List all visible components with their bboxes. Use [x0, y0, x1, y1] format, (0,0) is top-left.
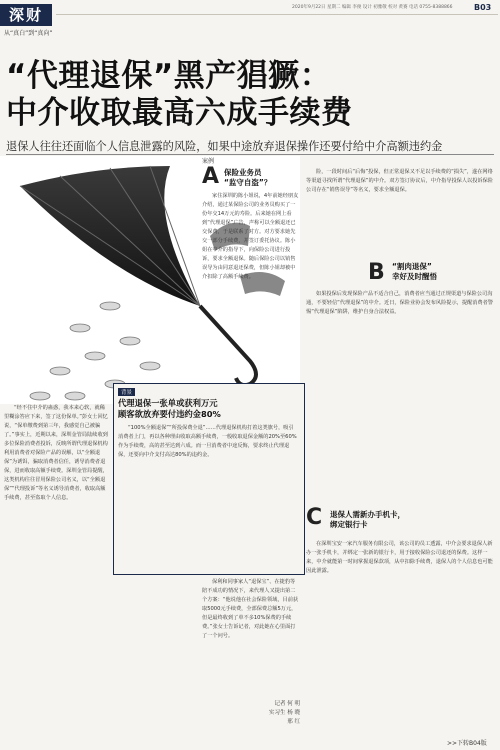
headline-line-1: “代理退保”黑产猖獗： — [6, 58, 332, 94]
deck-rule — [6, 154, 494, 155]
byline: 记者 何 明 实习生 杨 晓 邢 红 — [269, 701, 300, 725]
section-c-letter: C — [306, 505, 323, 530]
section-c-title: 退保人需新办手机卡， 绑定银行卡 — [330, 510, 405, 529]
section-b-body: 如果投保后发现保险产品不适合自己，消费者应当通过正规渠道与保险公司沟通，不要轻信“代理退保”的中介。近日，保险业协会发布风险提示，提醒消费者警惕“代理退保”陷阱，维护自身合法权益。 — [306, 291, 493, 315]
section-a-title: 保险业务员 “监守自盗”？ — [224, 168, 272, 187]
section-b-title: “割肉退保” 幸好及时醒悟 — [392, 262, 437, 281]
continued-note: >>下转B04版 — [447, 740, 487, 747]
box-title: 代理退保一张单或获利万元 顾客欲放弃要付违约金80% — [118, 398, 221, 419]
section-tab: 深财 — [0, 4, 52, 26]
header-rule — [56, 14, 498, 15]
deck: 退保人往往还面临个人信息泄露的风险，如果中途放弃退保操作还要付给中介高额违约金 — [6, 140, 443, 153]
box-body: “100%全额退保”“所投保费全退”……代理退保机构打着这类旗号，吸引消费者上门，再以各种理由收取高额手续费，一般收取退保金额的20%至60%作为手续费，高的甚至达到六成。而一旦消费者中途反悔，要求终止代理退保，还要向中介支付高达80%的违约金。 — [118, 425, 297, 458]
headline-line-2: 中介收取最高六成手续费 — [6, 95, 353, 131]
section-c-body: 在深圳宝安一家汽车服务有限公司，该公司的员工透露，中介会要求退保人新办一张手机卡，并绑定一张新的银行卡，用于接收保险公司退还的保费。这样一来，中介就能第一时间掌握退保款项，从中扣除手续费，退保人的个人信息也可能因此泄露。 — [306, 541, 493, 574]
headline — [6, 58, 496, 132]
section-b-letter: B — [368, 260, 385, 285]
body-column-mid-bottom: 保利和同事家人“退保宝”、在捷豹等陪不成功的情况下，来代理人又提出第二个方案：“他说他在社会保险领域，目前获取5000元手续费，全部保费总额5万元，但是最终收到了单不多10%保费的手续费。”张女士告诉记者，对此她在心里面打了一个问号。 — [202, 579, 299, 639]
section-a-body: 家住深圳的陈小姐说，4年前她经朋友介绍，通过某保险公司的业务员购买了一份年交14万元的寿险。后来她在网上看到“代理退保”广告，声称可以全额退还已交保费，于是联系了对方。对方要求她先交一部分手续费，并签订委托协议。陈小姐在中介的指导下，向保险公司进行投诉，要求全额退保。随后保险公司以销售误导为由同意退还保费，但陈小姐却被中介扣除了高额手续费。 — [202, 193, 299, 280]
umbrella-canopy — [20, 166, 200, 306]
section-a-letter: A — [202, 164, 220, 189]
box-label: 背景 — [118, 388, 135, 396]
page-number: B03 — [474, 3, 492, 12]
body-column-left: “经不住中介的蛊惑，我本来心软，就稀里糊涂答应下来，签了这份保单。”彭女士回忆说，“保单缴费到第三年，我感觉自己被骗了。”事实上，近期以来，深圳金管局陆续收到多位保险消费者投诉，反映所谓代理退保机构利用消费者对保险产品的误解，以“全额退保”为诱饵，骗取消费者信任，诱导消费者退保，进而收取高额手续费。深圳金管局提醒，这类机构往往冒用保险公司名义，以“全额退保”“代理投诉”等名义诱导消费者，收取高额手续费，甚至盗取个人信息。 — [4, 405, 108, 501]
body-column-right-top: 险，一段时间后“后悔”投保，但正常退保又不足以手续费的“损失”，遂在网络等渠道寻找所谓“代理退保”的中介。双方签订协议后，中介指导投保人以投诉保险公司存在“销售误导”等名义，要求全额退保。 — [306, 169, 493, 193]
background-box — [113, 383, 305, 575]
section-subtitle: 从“真白”到“真向” — [4, 30, 53, 37]
case-tag: 案例 — [202, 158, 215, 165]
dateline: 2020年9月22日 星期二 编辑 李俊 设计 初雅敬 校对 黄赛 电话 0755-8388866 — [292, 5, 453, 10]
